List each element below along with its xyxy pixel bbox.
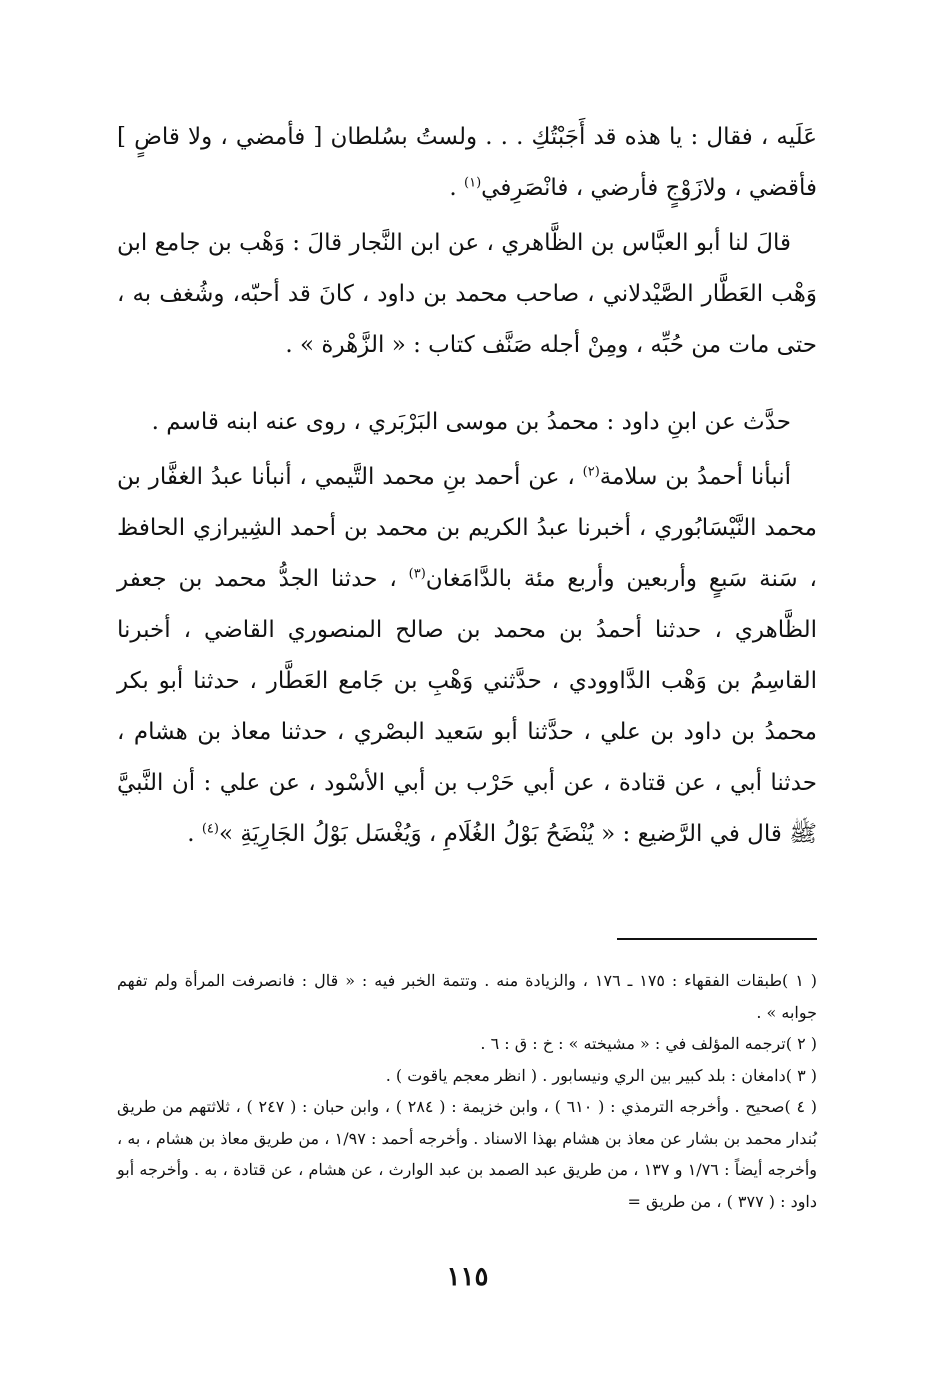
footnote-ref-1: (١) (464, 175, 482, 191)
paragraph-2: قالَ لنا أبو العبَّاس بن الظَّاهري ، عن ابن النَّجار قالَ : وَهْب بن جامع ابن وَهْب العَطَّار الصَّيْدلاني ، صاحب محمد بن داود ، كانَ قد أحبّه، وشُغف به ، حتى مات من حُبِّه ، ومِنْ أجله صَنَّف كتاب : « الزَّهْرة » . (117, 230, 817, 358)
footnote-1: ( ١ )طبقات الفقهاء : ١٧٥ ـ ١٧٦ ، والزيادة منه . وتتمة الخبر فيه : « قال : فانصرفت المرأة ولم تفهم جوابه » . (117, 971, 817, 1022)
paragraph-4 (117, 452, 817, 860)
paragraph-4-text-b: ، عن أحمد بنِ محمد التَّيمي ، أنبأنا عبدُ الغفَّار بن محمد النَّيْسَابُوري ، أخبرنا عبدُ الكريم بن محمد بن أحمد الشِيرازي الحافظ ، سَنة سَبعٍ وأربعين وأربع مئة بالدَّامَغان (117, 464, 817, 592)
footnote-2: ( ٢ )ترجمه المؤلف في : « مشيخته » : خ : ق : ٦ . (480, 1034, 817, 1053)
footnote-separator (617, 938, 817, 940)
paragraph-4-end: . (187, 821, 202, 847)
paragraph-1 (117, 112, 817, 214)
footnote-4: ( ٤ )صحيح . وأخرجه الترمذي : ( ٦١٠ ) ، وابن خزيمة : ( ٢٨٤ ) ، وابن حبان : ( ٢٤٧ ) ، ثلاثتهم من طريق بُندار محمد بن بشار عن معاذ بن هشام بهذا الاسناد . وأخرجه أحمد : ١/٩٧ ، من طريق معاذ بن هشام ، به ، وأخرجه أيضاً : ١/٧٦ و ١٣٧ ، من طريق عبد الصمد بن عبد الوارث ، عن هشام ، عن قتادة ، به . وأخرجه أبو داود : ( ٣٧٧ ) ، من طريق = (117, 1097, 818, 1211)
page-number: ١١٥ (446, 1262, 489, 1292)
footnote-3: ( ٣ )دامغان : بلد كبير بين الري ونيسابور . ( انظر معجم ياقوت ) . (385, 1065, 817, 1085)
paragraph-4-text-a: أنبأنا أحمدُ بن سلامة (599, 464, 791, 490)
paragraph-4-text-c: ، حدثنا الجدُّ محمد بن جعفر الظَّاهري ، حدثنا أحمدُ بن محمد بن صالح المنصوري القاضي ، أخبرنا القاسِمُ بن وَهْب الدَّاوودي ، حدَّثني وَهْبِ بن جَامع العَطَّار ، حدثنا أبو بكر محمدُ بن داود بن علي ، حدَّثنا أبو سَعيد البصْري ، حدثنا معاذ بن هشام ، حدثنا أبي ، عن قتادة ، عن أبي حَرْب بن أبي الأسْود ، عن علي : أن النَّبيَّ ﷺ قال في الرَّضيع : « يُنْضَحُ بَوْلُ الغُلَامِ ، وَيُغْسَل بَوْلُ الجَارِيَةِ » (117, 566, 817, 847)
footnote-ref-4: (٤) (201, 821, 219, 837)
paragraph-3: حدَّث عن ابنِ داود : محمدُ بن موسى البَرْبَري ، روى عنه ابنه قاسم . (151, 409, 791, 435)
main-text-block (117, 112, 817, 860)
footnote-ref-3: (٣) (408, 566, 426, 582)
footnote-ref-2: (٢) (582, 464, 600, 480)
paragraph-1-end: . (449, 175, 465, 201)
footnotes-block (117, 965, 817, 1217)
paragraph-1-text: عَلَيه ، فقال : يا هذه قد أَجَبْتُكِ . . . ولستُ بسُلطان [ فأمضي ، ولا قاضٍ ] فأقضي ، ولازَوْجٍ فأرضي ، فانْصَرِفي (117, 124, 817, 201)
